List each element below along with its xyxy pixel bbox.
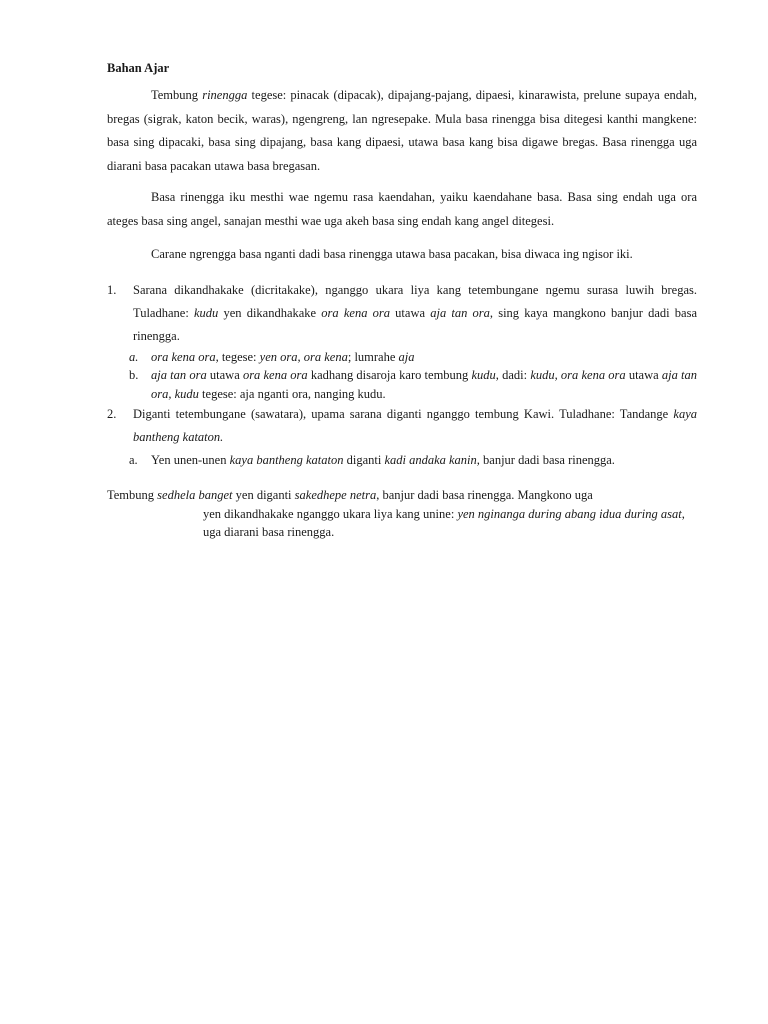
sub-item-1a xyxy=(107,348,697,367)
text-span: Tembung xyxy=(107,488,158,502)
italic-term: kudu, ora kena ora xyxy=(530,368,626,382)
text-span: kadhang disaroja karo tembung xyxy=(307,368,472,382)
italic-term: aja tan ora xyxy=(430,305,490,320)
italic-term: kudu xyxy=(471,368,496,382)
text-span: tegese: xyxy=(218,349,260,364)
text-span: Tembung xyxy=(151,88,203,102)
italic-term: kadi andaka kanin, xyxy=(384,453,480,467)
text-span: Diganti tetembungane (sawatara), upama sarana diganti nganggo tembung Kawi. Tuladhane: Tandange xyxy=(133,407,674,421)
sub-item-2a xyxy=(107,449,697,472)
document-title: Bahan Ajar xyxy=(107,61,170,75)
list-marker: 2. xyxy=(107,407,117,421)
paragraph-method: Carane ngrengga basa nganti dadi basa rinengga utawa basa pacakan, bisa diwaca ing ngisor iki. xyxy=(151,247,633,261)
italic-term: sakedhepe netra xyxy=(294,488,377,502)
italic-term: kudu xyxy=(193,305,219,320)
italic-term: yen ora, ora kena xyxy=(259,349,348,364)
italic-term: ora kena ora xyxy=(242,368,308,382)
text-span: , banjur dadi basa rinengga. Mangkono uga xyxy=(376,488,593,502)
text-span: diganti xyxy=(343,453,385,467)
italic-term: kaya bantheng kataton. xyxy=(133,407,697,444)
paragraph-closing xyxy=(107,486,697,542)
list-marker: 1. xyxy=(107,282,117,297)
italic-term: kaya bantheng kataton xyxy=(229,453,344,467)
italic-term: rinengga xyxy=(202,88,248,102)
text-span: yen dikandhakake nganggo ukara liya kang unine: xyxy=(203,506,458,521)
sub-marker: b. xyxy=(129,368,139,382)
sub-item-1b xyxy=(107,366,697,403)
italic-term: ora kena ora, xyxy=(151,349,219,364)
sub-marker: a. xyxy=(129,453,138,467)
text-span: tegese: pinacak (dipacak), dipajang-pajang, dipaesi, kinarawista, prelune supaya endah, bregas (sigrak, katon becik, waras), ngengreng, lan ngresepake. Mula basa rinengga bisa ditegesi kanthi mangkene: basa sing dipacaki, basa sing dipajang, basa kang dipaesi, utawa basa kang bisa digawe bregas. Basa rinengga uga diarani basa pacakan utawa basa bregasan. xyxy=(107,88,697,173)
text-span: , dadi: xyxy=(495,368,531,382)
text-span: yen dikandhakake xyxy=(218,305,322,320)
list-item-2 xyxy=(107,403,697,449)
text-span: yen diganti xyxy=(232,488,295,502)
text-span: Yen unen-unen xyxy=(151,453,230,467)
italic-term: aja tan ora xyxy=(151,368,207,382)
numbered-list xyxy=(107,279,697,473)
italic-term: sedhela banget xyxy=(157,488,233,502)
text-span: , uga diarani basa rinengga. xyxy=(203,506,685,539)
paragraph-beauty: Basa rinengga iku mesthi wae ngemu rasa kaendahan, yaiku kaendahane basa. Basa sing endah uga ora ateges basa sing angel, sanajan mesthi wae uga akeh basa sing endah kang angel ditegesi. xyxy=(107,190,697,228)
list-item-1 xyxy=(107,279,697,348)
document-page xyxy=(107,58,697,542)
text-span: utawa xyxy=(390,305,431,320)
closing-hanging-lines xyxy=(107,505,697,542)
paragraph-definition xyxy=(107,84,697,178)
text-span: banjur dadi basa rinengga. xyxy=(479,453,615,467)
italic-term: yen nginanga during abang idua during asat xyxy=(457,506,682,521)
italic-term: aja xyxy=(398,349,415,364)
text-span: utawa xyxy=(625,368,662,382)
sub-marker: a. xyxy=(129,349,139,364)
italic-term: ora kena ora xyxy=(321,305,390,320)
text-span: Sarana dikandhakake (dicritakake), nganggo ukara liya kang tetembungane ngemu surasa luwih bregas. Tuladhane: xyxy=(133,282,697,320)
text-span: utawa xyxy=(206,368,243,382)
text-span: tegese: aja nganti ora, nanging kudu. xyxy=(198,386,386,401)
text-span: , sing kaya mangkono banjur dadi basa rinengga. xyxy=(133,305,697,343)
text-span: ; lumrahe xyxy=(347,349,399,364)
italic-term: aja tan ora, kudu xyxy=(151,368,698,401)
